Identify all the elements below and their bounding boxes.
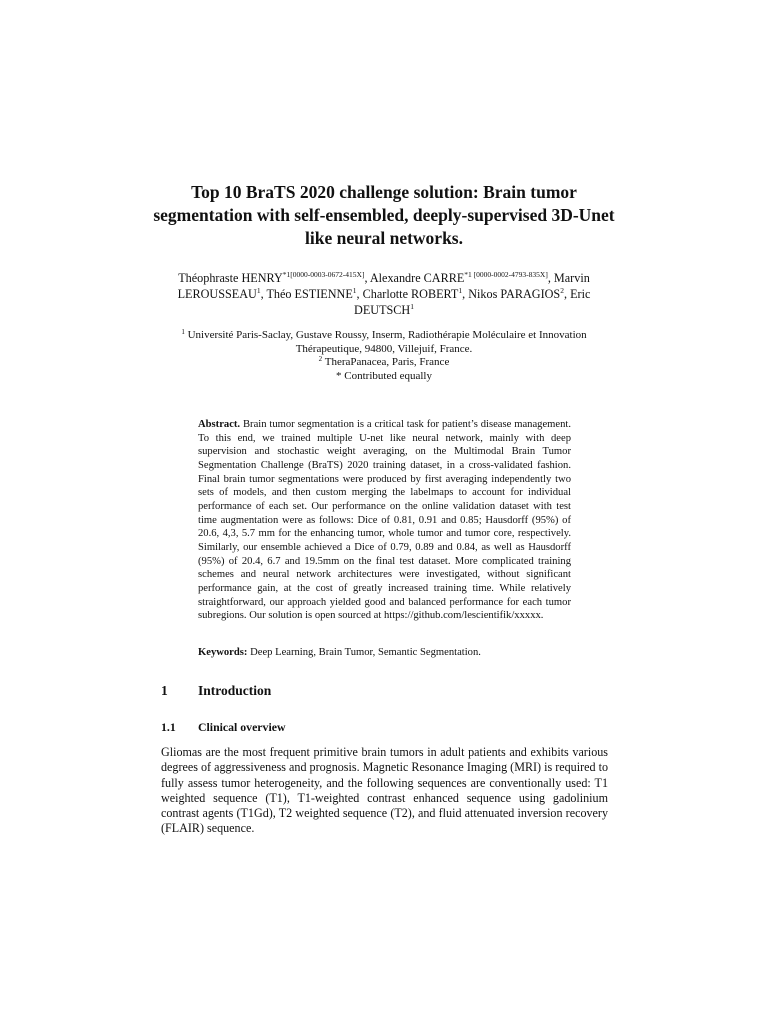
author-affiliation-mark: 2 (560, 286, 564, 295)
author-name: Alexandre CARRE (369, 271, 465, 285)
affiliation-mark: 1 (181, 328, 185, 336)
body-paragraph: Gliomas are the most frequent primitive brain tumors in adult patients and exhibits various degrees of aggressiveness and prognosis. Magnetic Resonance Imaging (MRI) is required to fully assess tumor heterogeneity, and the following sequences are conventionally used: T1 weighted sequence (T1), T1-weighted contrast enhanced sequence using gadolinium contrast agents (T1Gd), T2 weighted sequence (T2), and fluid attenuated inversion recovery (FLAIR) sequence. (161, 745, 608, 836)
section-heading-introduction (161, 682, 601, 699)
affiliation-text: Université Paris-Saclay, Gustave Roussy, Inserm, Radiothérapie Moléculaire et Innovation Thérapeutique, 94800, Villejuif, France. (187, 329, 587, 355)
author-name: Nikos PARAGIOS (468, 287, 561, 301)
author-affiliation-mark: 1 (458, 286, 463, 295)
author-list: Théophraste $HENRY^{*1[0000-0003-0672-415X]}$, Alexandre $CARRE^{*1 [0000-0002-4793-835X]}$, Marvin LEROUSSEAU$^1$, Théo ESTIENNE$^1$, Charlotte ROBERT$^1$, Nikos PARAGIOS$^2$, Eric DEUTSCH$^1$ (177, 270, 591, 317)
author-affiliation-mark: 1 (256, 286, 261, 295)
abstract-text: Brain tumor segmentation is a critical task for patient’s disease management. To this end, we trained multiple U-net like neural network, mainly with deep supervision and stochastic weight averaging, on the Multimodal Brain Tumor Segmentation Challenge (BraTS) 2020 training dataset, in a cross-validated fashion. Final brain tumor segmentations were produced by first averaging independently two sets of models, and then custom merging the labelmaps to account for individual performance of each set. Our performance on the online validation dataset with test time augmentation were as follows: Dice of 0.81, 0.91 and 0.85; Hausdorff (95%) of 20.6, 4,3, 5.7 mm for the enhancing tumor, whole tumor and tumor core, respectively. Similarly, our ensemble achieved a Dice of 0.79, 0.89 and 0.84, as well as Hausdorff (95%) of 20.4, 6.7 and 19.5mm on the final test dataset. More complicated training schemes and neural network architectures were investigated, without significant performance gain, at the cost of greatly increased training time. While relatively straightforward, our approach yielded good and balanced performance for each tumor subregions. Our solution is open sourced at https://github.com/lescientifik/xxxxx. (198, 419, 571, 622)
affiliation-2 (160, 356, 608, 370)
section-number: 1 (161, 683, 168, 698)
author-affiliation-mark: *1 [0000-0002-4793-835X] (464, 270, 548, 279)
affiliation-mark: 2 (318, 355, 323, 363)
affiliations (160, 329, 608, 383)
affiliation-1 (160, 329, 608, 356)
subsection-title: Clinical overview (198, 720, 286, 734)
author-affiliation-mark: 1 (352, 286, 357, 295)
affiliation-text: TheraPanacea, Paris, France (324, 356, 450, 368)
subsection-number: 1.1 (161, 720, 176, 734)
author-name: Charlotte ROBERT (362, 287, 459, 301)
author-affiliation-mark: *1[0000-0003-0672-415X] (282, 270, 365, 279)
author-affiliation-mark: 1 (410, 302, 414, 311)
subsection-heading-clinical-overview (161, 720, 601, 735)
keywords-text: Deep Learning, Brain Tumor, Semantic Segmentation. (250, 647, 481, 658)
abstract-label: Abstract. (198, 419, 241, 430)
keywords-label: Keywords: (198, 647, 248, 658)
section-title: Introduction (198, 683, 272, 698)
author-name: Eric DEUTSCH (354, 287, 591, 317)
author-name: Marvin LEROUSSEAU (177, 271, 590, 301)
paper-title: Top 10 BraTS 2020 challenge solution: Brain tumor segmentation with self-ensembled, deeply-supervised 3D-Unet like neural networks. (153, 182, 615, 248)
author-name: Théophraste HENRY (178, 271, 283, 285)
keywords (198, 646, 571, 660)
author-name: Théo ESTIENNE (266, 287, 353, 301)
equal-contribution-note: * Contributed equally (336, 369, 432, 382)
abstract (198, 418, 571, 623)
